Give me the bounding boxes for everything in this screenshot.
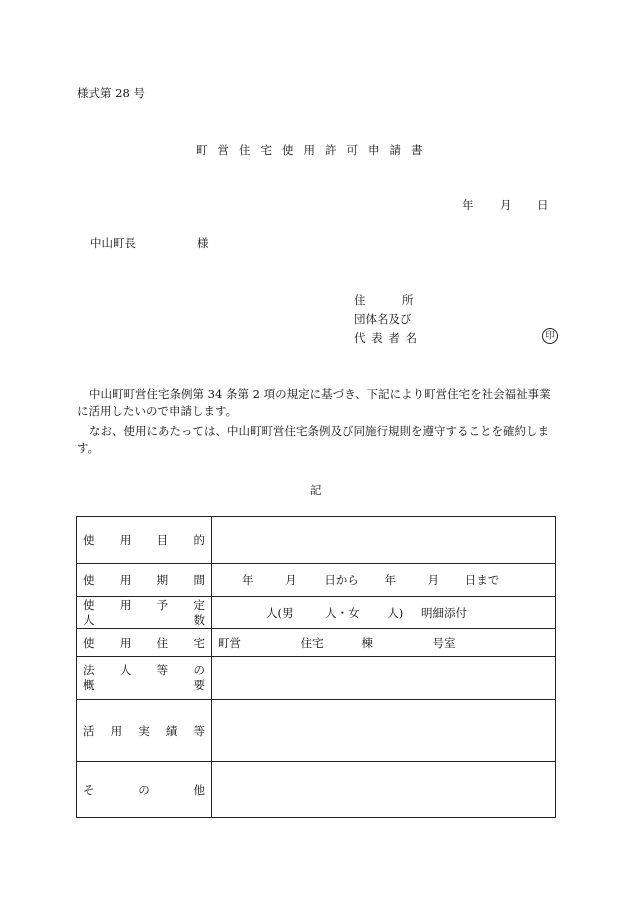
body-paragraph-2: なお、使用にあたっては、中山町町営住宅条例及び同施行規則を遵守することを確約します。 xyxy=(77,424,549,455)
row-record xyxy=(77,700,556,762)
row-housing xyxy=(77,629,556,657)
corporation-field[interactable] xyxy=(212,657,556,700)
label-housing: 使 用 住 宅 xyxy=(83,635,205,650)
ki-heading: 記 xyxy=(310,483,322,497)
org-label: 団体名及び xyxy=(354,312,412,326)
label-record: 活 用 実 績 等 xyxy=(83,723,205,738)
row-period xyxy=(77,564,556,597)
row-purpose xyxy=(77,517,556,564)
date-year-label: 年 xyxy=(462,198,474,212)
form-title: 町営住宅使用許可申請書 xyxy=(196,143,433,157)
addressee-honorific: 様 xyxy=(197,236,209,250)
row-planned-count xyxy=(77,597,556,629)
row-other xyxy=(77,762,556,818)
seal-mark: 印 xyxy=(542,328,558,344)
label-planned-count: 使 用 予 定 人 数 xyxy=(83,597,205,627)
planned-count-field[interactable]: 人(男 人・女 人) 明細添付 xyxy=(212,597,556,629)
row-corporation xyxy=(77,657,556,700)
application-table xyxy=(76,516,556,818)
form-number: 様式第 28 号 xyxy=(77,86,145,100)
label-corporation: 法 人 等 の 概 要 xyxy=(83,663,205,692)
addressee-name: 中山町長 xyxy=(90,236,136,250)
body-paragraph-1: 中山町町営住宅条例第 34 条第 2 項の規定に基づき、下記により町営住宅を社会福祉事業に活用したいので申請します。 xyxy=(77,387,551,418)
label-purpose: 使 用 目 的 xyxy=(83,533,205,547)
address-label-1: 住 xyxy=(354,293,366,307)
date-day-label: 日 xyxy=(537,198,549,212)
date-month-label: 月 xyxy=(500,198,512,212)
address-label-2: 所 xyxy=(402,293,414,307)
housing-field[interactable]: 町営 住宅 棟 号室 xyxy=(212,629,556,657)
period-field[interactable]: 年 月 日から 年 月 日まで xyxy=(212,564,556,597)
record-field[interactable] xyxy=(212,700,556,762)
label-other: そ の 他 xyxy=(83,782,205,797)
purpose-field[interactable] xyxy=(212,517,556,564)
representative-label: 代 表 者 名 xyxy=(354,331,418,345)
other-field[interactable] xyxy=(212,762,556,818)
label-period: 使 用 期 間 xyxy=(83,573,205,587)
